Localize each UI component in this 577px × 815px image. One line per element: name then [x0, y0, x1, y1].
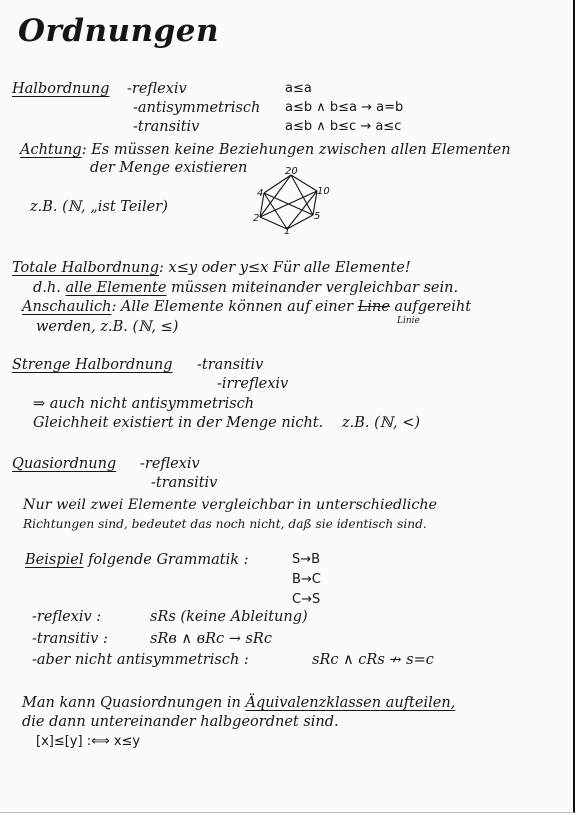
- anschaulich-end: aufgereiht: [394, 299, 472, 315]
- anschaulich-text: : Alle Elemente können auf einer: [111, 299, 354, 315]
- halbordnung-heading: Halbordnung: [12, 81, 110, 97]
- totale-dh: [33, 279, 458, 297]
- property-label: -transitiv :: [32, 631, 108, 647]
- strenge-heading: Strenge Halbordnung: [12, 357, 173, 373]
- halbordnung-formula: a≤b ∧ b≤c → a≤c: [285, 119, 402, 134]
- grammar-rule: C→S: [292, 592, 321, 607]
- achtung-note: [20, 141, 511, 159]
- property-expr: sRs (keine Ableitung): [150, 609, 308, 625]
- teiler-example: z.B. (ℕ, „ist Teiler): [30, 199, 168, 215]
- diagram-node: 20: [285, 166, 298, 177]
- grammar-rule: B→C: [292, 572, 321, 587]
- achtung-label: Achtung: [20, 142, 82, 158]
- property-label: -reflexiv :: [32, 609, 102, 625]
- quasi-heading: Quasiordnung: [12, 456, 117, 472]
- totale-heading: Totale Halbordnung: [12, 260, 160, 276]
- property-label: -aber nicht antisymmetrisch :: [32, 652, 249, 668]
- dh-prefix: d.h.: [33, 280, 61, 296]
- strenge-note: Gleichheit existiert in der Menge nicht.: [33, 415, 324, 431]
- final-text: Man kann Quasiordnungen in: [22, 695, 241, 711]
- anschaulich-label: Anschaulich: [22, 299, 112, 315]
- diagram-node: 1: [284, 226, 291, 235]
- property-expr: sRc ∧ cRs ↛ s=c: [312, 652, 434, 668]
- quasi-prop: -reflexiv: [140, 456, 200, 472]
- hasse-diagram: [247, 163, 337, 235]
- beispiel-text: folgende Grammatik :: [88, 552, 249, 568]
- totale-example: werden, z.B. (ℕ, ≤): [36, 319, 179, 335]
- dh-rest: müssen miteinander vergleichbar sein.: [171, 280, 459, 296]
- halbordnung-formula: a≤b ∧ b≤a → a=b: [285, 100, 404, 115]
- grammar-rule: S→B: [292, 552, 321, 567]
- final-line: [22, 694, 455, 712]
- strenge-prop: -transitiv: [197, 357, 264, 373]
- halbordnung-prop: -antisymmetrisch: [133, 100, 261, 116]
- diagram-node: 4: [257, 188, 264, 199]
- halbordnung-prop: -transitiv: [133, 119, 200, 135]
- diagram-node: 10: [317, 186, 330, 197]
- achtung-text: : Es müssen keine Beziehungen zwischen allen Elementen: [81, 142, 511, 158]
- beispiel-line: [25, 551, 249, 569]
- property-expr: sRв ∧ вRс → sRc: [150, 631, 272, 647]
- aequivalenz-link: Äquivalenzklassen aufteilen,: [245, 695, 456, 711]
- quasi-prop: -transitiv: [151, 475, 218, 491]
- halbordnung-prop: -reflexiv: [127, 81, 187, 97]
- strenge-example: z.B. (ℕ, <): [342, 415, 421, 431]
- quasi-text: Richtungen sind, bedeutet das noch nicht, daß sie identisch sind.: [23, 517, 427, 531]
- page-title: Ordnungen: [18, 13, 220, 49]
- totale-rule: : x≤y oder y≤x Für alle Elemente!: [159, 260, 411, 276]
- achtung-text-2: der Menge existieren: [90, 160, 248, 176]
- linie-correction: Linie: [397, 316, 420, 326]
- quasi-text: Nur weil zwei Elemente vergleichbar in unterschiedliche: [23, 497, 438, 513]
- totale-line: [12, 259, 411, 277]
- halbordnung-formula: a≤a: [285, 81, 312, 96]
- strenge-prop: -irreflexiv: [217, 376, 289, 392]
- final-text-2: die dann untereinander halbgeordnet sind.: [22, 714, 339, 730]
- diagram-node: 2: [253, 213, 260, 224]
- anschaulich-line: [22, 298, 471, 316]
- alle-elemente: alle Elemente: [65, 280, 167, 296]
- strenge-note: ⇒ auch nicht antisymmetrisch: [33, 396, 255, 412]
- final-formula: [x]≤[y] :⟺ x≤y: [36, 734, 141, 749]
- diagram-edges: [260, 175, 317, 229]
- beispiel-label: Beispiel: [25, 552, 84, 568]
- struck-word: Line: [357, 299, 390, 315]
- diagram-node: 5: [314, 211, 321, 222]
